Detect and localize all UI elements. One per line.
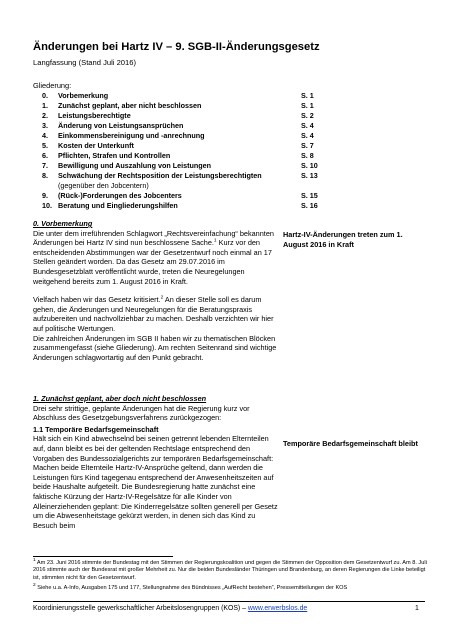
margin-note: Hartz-IV-Änderungen treten zum 1. August 2016 in Kraft (283, 230, 403, 249)
footnote-ref[interactable]: 1 (213, 238, 217, 244)
toc-label: Änderung von Leistungsansprüchen (58, 121, 184, 130)
toc-label: Kosten der Unterkunft (58, 141, 134, 150)
section-1 (33, 394, 278, 530)
section-0 (33, 219, 278, 362)
toc-page: S. 7 (301, 141, 314, 150)
footnote-text: Am 23. Juni 2016 stimmte der Bundestag mit den Stimmen der Regierungskoalition und gegen die Stimmen der Opposition dem Gesetzentwurf zu. Am 8. Juli 2016 stimmte auch der Bundesrat mit großer Mehrheit zu. Nur die beiden Bundesländer Thüringen und Brandenburg, an deren Regierungen die Linke beteiligt ist, stimmten nicht für den Gesetzentwurf. (33, 560, 427, 581)
toc-number: 4. (42, 131, 48, 140)
toc-item[interactable] (33, 201, 333, 211)
toc-number: 1. (42, 101, 48, 110)
paragraph: Die zahlreichen Änderungen im SGB II haben wir zu thematischen Blöcken zusammengefasst (siehe Gliederung). Am rechten Seitenrand sind wichtige Änderungen schlagwortartig auf den Punkt gebracht. (33, 333, 277, 362)
toc-number: 6. (42, 151, 48, 160)
footer-separator (33, 601, 425, 602)
toc-page: S. 10 (301, 161, 318, 170)
toc-number: 7. (42, 161, 48, 170)
footer-link[interactable]: www.erwerbslos.de (247, 605, 308, 612)
paragraph: Drei sehr strittige, geplante Änderungen hat die Regierung kurz vor Abschluss des Gesetzgebungsverfahrens zurückgezogen: (33, 403, 250, 423)
toc-number: 10. (42, 201, 52, 210)
toc-page: S. 1 (301, 91, 314, 100)
footnote-text: Siehe u.a. A-Info, Ausgaben 175 und 177, Stellungnahme des Bündnisses „AufRecht bestehen“, Pressemitteilungen der KOS (35, 585, 348, 591)
toc-page: S. 1 (301, 101, 314, 110)
toc-page: S. 13 (301, 171, 318, 180)
paragraph: Hält sich ein Kind abwechselnd bei seinen getrennt lebenden Elternteilen auf, dann bleibt es bei der geltenden Rechtslage entsprechend den Vorgaben des Bundessozialgerichts zur temporären Bedarfsgemeinschaft: Machen beide Elternteile Hartz-IV-Ansprüche geltend, dann werden die Leistungen fürs Kind tagegenau entsprechend der Anwesenheitszeiten auf beide Haushalte aufgeteilt. Die Bundesregierung hatte zunächst eine faktische Kürzung der Hartz-IV-Regelsätze für alle Kinder von Alleinerziehenden geplant: Die Kinderregelsätze sollten generell per Gesetz um die Abwesenheitstage gekürzt werden, in denen sich das Kind zu Besuch beim (33, 434, 278, 530)
footnote-ref[interactable]: 2 (160, 295, 164, 301)
table-of-contents (33, 91, 333, 211)
section-heading: 1. Zunächst geplant, aber doch nicht beschlossen (33, 394, 207, 403)
toc-page: S. 8 (301, 151, 314, 160)
footer-text: Koordinierungsstelle gewerkschaftlicher Arbeitslosengruppen (KOS) – (33, 605, 248, 612)
toc-page: S. 4 (301, 121, 314, 130)
toc-label: Einkommensbereinigung und -anrechnung (58, 131, 205, 140)
toc-page: S. 16 (301, 201, 318, 210)
toc-heading: Gliederung: (33, 81, 72, 90)
toc-label: (gegenüber den Jobcentern) (58, 181, 149, 190)
toc-number: 0. (42, 91, 48, 100)
toc-page: S. 2 (301, 111, 314, 120)
toc-number: 3. (42, 121, 48, 130)
toc-item[interactable] (33, 91, 333, 101)
toc-label: Leistungsberechtigte (58, 111, 131, 120)
toc-label: Schwächung der Rechtsposition der Leistungsberechtigten (58, 171, 262, 180)
subsection-heading: 1.1 Temporäre Bedarfsgemeinschaft (33, 424, 159, 434)
toc-number: 8. (42, 171, 48, 180)
toc-item[interactable] (33, 101, 333, 111)
toc-item[interactable] (33, 151, 333, 161)
margin-note: Temporäre Bedarfsgemeinschaft bleibt (283, 439, 418, 448)
toc-item[interactable] (33, 131, 333, 141)
toc-number: 5. (42, 141, 48, 150)
footnote-number: 2 (33, 583, 36, 589)
toc-item-continuation (33, 181, 333, 191)
toc-item[interactable] (33, 171, 333, 181)
toc-page: S. 15 (301, 191, 318, 200)
document-title: Änderungen bei Hartz IV – 9. SGB-II-Änderungsgesetz (33, 41, 320, 53)
section-heading: 0. Vorbemerkung (33, 219, 93, 228)
paragraph (33, 229, 278, 287)
toc-number: 9. (42, 191, 48, 200)
toc-page: S. 4 (301, 131, 314, 140)
toc-item[interactable] (33, 161, 333, 171)
page-footer (33, 605, 307, 612)
document-subtitle: Langfassung (Stand Juli 2016) (33, 58, 137, 67)
footnote (33, 560, 428, 582)
paragraph-text: Vielfach haben wir das Gesetz kritisiert. (33, 295, 161, 305)
toc-item[interactable] (33, 141, 333, 151)
paragraph-text: Die unter dem irreführenden Schlagwort „Rechtsvereinfachung“ bekannten Änderungen bei Hartz IV sind nun beschlossene Sache. (33, 228, 274, 248)
footnote-separator (33, 556, 173, 557)
toc-item[interactable] (33, 111, 333, 121)
toc-number: 2. (42, 111, 48, 120)
toc-label: Vorbemerkung (58, 91, 109, 100)
toc-label: Bewilligung und Auszahlung von Leistungen (58, 161, 212, 170)
toc-label: Zunächst geplant, aber nicht beschlossen (58, 101, 202, 110)
toc-label: (Rück-)Forderungen des Jobcenters (58, 191, 182, 200)
paragraph-text: An dieser Stelle soll es darum gehen, die Änderungen und Neuregelungen für die Beratungspraxis aufzubereiten und nachvollziehbar zu machen. Deshalb verzichten wir hier auf politische Wertungen. (33, 295, 274, 333)
toc-item[interactable] (33, 191, 333, 201)
paragraph (33, 295, 278, 333)
footnote-number: 1 (33, 558, 36, 564)
page-number: 1 (415, 605, 419, 612)
toc-label: Beratung und Eingliederungshilfen (58, 201, 178, 210)
footnote (33, 585, 428, 592)
toc-label: Pflichten, Strafen und Kontrollen (58, 151, 171, 160)
toc-item[interactable] (33, 121, 333, 131)
paragraph-text: Kurz vor den entscheidenden Abstimmungen war der Gesetzentwurf noch einmal an 17 Stellen geändert worden. Da das Gesetz am 29.07.2016 im Bundesgesetzblatt veröffentlicht wurde, treten die Neuregelungen weitgehend bereits zum 1. August 2016 in Kraft. (33, 238, 272, 286)
